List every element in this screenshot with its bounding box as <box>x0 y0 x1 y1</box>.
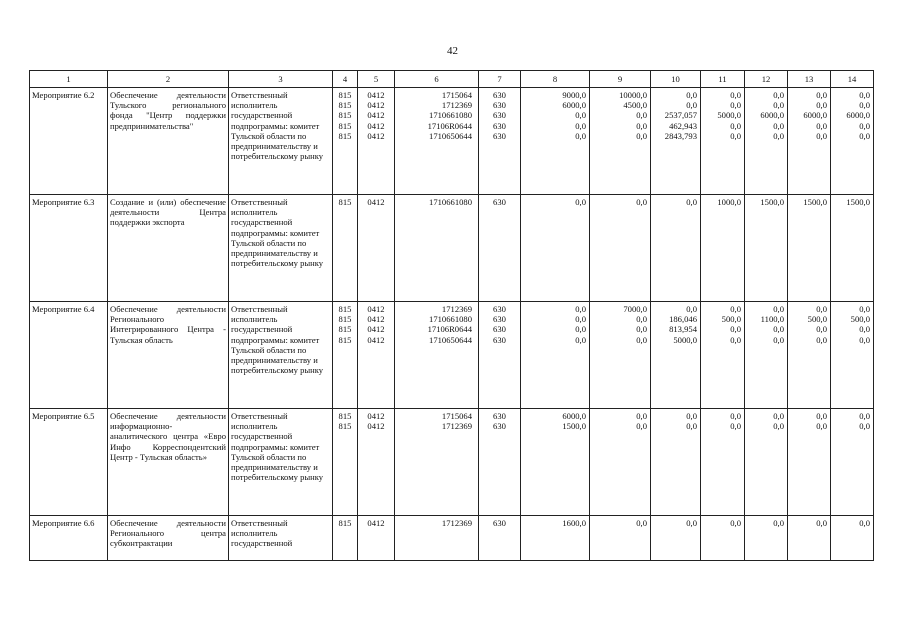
cell-value: 0,0 <box>773 130 784 141</box>
cell-value: 0,0 <box>773 100 784 111</box>
cell-value: 630 <box>493 130 506 141</box>
cell-value: 0,0 <box>859 130 870 141</box>
amount-cell <box>831 302 874 409</box>
cell-value: 0,0 <box>636 130 647 141</box>
cell-value: 5000,0 <box>717 110 741 121</box>
cell-value: 0,0 <box>636 314 647 325</box>
amount-cell <box>590 516 651 561</box>
cell-value: 186,046 <box>669 314 697 325</box>
name-cell: Обеспечение деятельности Регионального центра субконтрактации <box>108 516 229 561</box>
cell-value: 815 <box>338 120 352 131</box>
cell-value: 6000,0 <box>846 110 870 121</box>
cell-value: 0,0 <box>816 518 827 528</box>
amount-cell <box>590 409 651 516</box>
cell-value: 0,0 <box>859 411 870 421</box>
cell-value: 0,0 <box>636 110 647 121</box>
expense-type-cell <box>479 302 521 409</box>
cell-value: 0412 <box>367 90 385 100</box>
header-cell: 1 <box>30 71 108 88</box>
target-code-cell <box>395 88 479 195</box>
expense-type-cell <box>479 409 521 516</box>
cell-value: 0,0 <box>859 518 870 528</box>
cell-value: 1710661080 <box>429 110 472 121</box>
cell-value: 815 <box>338 100 352 111</box>
cell-value: 0,0 <box>575 334 586 345</box>
cell-value: 0412 <box>367 120 385 131</box>
cell-value: 815 <box>338 411 352 421</box>
cell-value: 0,0 <box>730 421 741 432</box>
cell-value: 0,0 <box>575 314 586 325</box>
cell-value: 6000,0 <box>562 100 586 111</box>
amount-cell <box>701 302 745 409</box>
cell-value: 0,0 <box>730 90 741 100</box>
executor-cell: Ответственный исполнитель государственной <box>229 516 333 561</box>
cell-value: 0412 <box>367 314 385 325</box>
name-cell: Обеспечение деятельности Тульского регионального фонда "Центр поддержки предпринимательства" <box>108 88 229 195</box>
amount-cell <box>521 88 590 195</box>
cell-value: 0,0 <box>575 324 586 335</box>
amount-cell <box>788 88 831 195</box>
budget-table <box>29 70 874 561</box>
amount-cell <box>521 195 590 302</box>
target-code-cell <box>395 195 479 302</box>
cell-value: 815 <box>338 314 352 325</box>
amount-cell <box>651 409 701 516</box>
cell-value: 0,0 <box>730 304 741 314</box>
cell-value: 0,0 <box>686 197 697 207</box>
cell-value: 0,0 <box>686 518 697 528</box>
cell-value: 0,0 <box>575 197 586 207</box>
expense-type-cell <box>479 195 521 302</box>
cell-value: 0,0 <box>730 120 741 131</box>
table-row <box>30 195 874 302</box>
cell-value: 0,0 <box>859 100 870 111</box>
cell-value: 0,0 <box>730 411 741 421</box>
cell-value: 6000,0 <box>760 110 784 121</box>
cell-value: 0,0 <box>859 90 870 100</box>
cell-value: 813,954 <box>669 324 697 335</box>
cell-value: 1712369 <box>441 518 472 528</box>
cell-value: 462,943 <box>669 120 697 131</box>
cell-value: 0412 <box>367 334 385 345</box>
gov-code-cell <box>333 409 358 516</box>
cell-value: 0,0 <box>686 411 697 421</box>
amount-cell <box>701 88 745 195</box>
cell-value: 0,0 <box>773 304 784 314</box>
cell-value: 815 <box>338 110 352 121</box>
cell-value: 0,0 <box>816 421 827 432</box>
cell-value: 0,0 <box>636 197 647 207</box>
amount-cell <box>590 302 651 409</box>
cell-value: 0412 <box>367 518 385 528</box>
amount-cell <box>651 302 701 409</box>
cell-value: 0,0 <box>636 411 647 421</box>
cell-value: 630 <box>493 421 506 432</box>
section-code-cell <box>358 302 395 409</box>
target-code-cell <box>395 302 479 409</box>
cell-value: 0,0 <box>575 120 586 131</box>
header-cell: 7 <box>479 71 521 88</box>
cell-value: 0,0 <box>773 120 784 131</box>
name-cell: Обеспечение деятельности информационно-аналитического центра «Евро Инфо Корреспондентский Центр - Тульская область» <box>108 409 229 516</box>
gov-code-cell <box>333 195 358 302</box>
cell-value: 0,0 <box>773 90 784 100</box>
executor-cell: Ответственный исполнитель государственной подпрограммы: комитет Тульской области по предпринимательству и потребительскому рынку <box>229 88 333 195</box>
cell-value: 1600,0 <box>562 518 586 528</box>
cell-value: 0412 <box>367 304 385 314</box>
cell-value: 500,0 <box>850 314 870 325</box>
page-number: 42 <box>447 45 458 57</box>
cell-value: 0,0 <box>816 304 827 314</box>
cell-value: 815 <box>338 130 352 141</box>
cell-value: 1715064 <box>441 411 472 421</box>
table-row <box>30 516 874 561</box>
cell-value: 0,0 <box>773 324 784 335</box>
amount-cell <box>831 409 874 516</box>
header-row <box>30 71 874 88</box>
cell-value: 6000,0 <box>803 110 827 121</box>
cell-value: 0,0 <box>575 130 586 141</box>
cell-value: 1500,0 <box>846 197 870 207</box>
cell-value: 0412 <box>367 324 385 335</box>
header-cell: 9 <box>590 71 651 88</box>
cell-value: 630 <box>493 324 506 335</box>
cell-value: 630 <box>493 100 506 111</box>
header-cell: 10 <box>651 71 701 88</box>
amount-cell <box>651 516 701 561</box>
amount-cell <box>788 195 831 302</box>
amount-cell <box>651 88 701 195</box>
name-cell: Обеспечение деятельности Регионального Интегрированного Центра - Тульская область <box>108 302 229 409</box>
cell-value: 815 <box>338 197 352 207</box>
cell-value: 0,0 <box>773 518 784 528</box>
cell-value: 630 <box>493 518 506 528</box>
cell-value: 0,0 <box>773 334 784 345</box>
cell-value: 0,0 <box>636 120 647 131</box>
amount-cell <box>521 302 590 409</box>
cell-value: 0,0 <box>730 334 741 345</box>
amount-cell <box>651 195 701 302</box>
cell-value: 630 <box>493 411 506 421</box>
cell-value: 500,0 <box>807 314 827 325</box>
table-row <box>30 302 874 409</box>
amount-cell <box>788 409 831 516</box>
cell-value: 815 <box>338 421 352 432</box>
gov-code-cell <box>333 302 358 409</box>
expense-type-cell <box>479 516 521 561</box>
amount-cell <box>701 409 745 516</box>
amount-cell <box>788 516 831 561</box>
section-code-cell <box>358 409 395 516</box>
cell-value: 815 <box>338 304 352 314</box>
cell-value: 4500,0 <box>623 100 647 111</box>
cell-value: 630 <box>493 90 506 100</box>
cell-value: 0,0 <box>816 411 827 421</box>
target-code-cell <box>395 516 479 561</box>
cell-value: 0,0 <box>636 324 647 335</box>
cell-value: 1712369 <box>441 100 472 111</box>
table-row <box>30 88 874 195</box>
header-cell: 11 <box>701 71 745 88</box>
amount-cell <box>745 88 788 195</box>
cell-value: 0,0 <box>730 518 741 528</box>
cell-value: 0,0 <box>859 324 870 335</box>
cell-value: 0,0 <box>686 304 697 314</box>
cell-value: 0,0 <box>859 120 870 131</box>
cell-value: 17106R0644 <box>427 324 472 335</box>
header-cell: 8 <box>521 71 590 88</box>
cell-value: 0412 <box>367 411 385 421</box>
cell-value: 0,0 <box>859 421 870 432</box>
target-code-cell <box>395 409 479 516</box>
cell-value: 10000,0 <box>619 90 647 100</box>
amount-cell <box>745 516 788 561</box>
header-cell: 3 <box>229 71 333 88</box>
cell-value: 2537,057 <box>664 110 697 121</box>
event-cell: Мероприятие 6.4 <box>30 302 108 409</box>
cell-value: 0,0 <box>816 100 827 111</box>
cell-value: 6000,0 <box>562 411 586 421</box>
cell-value: 0,0 <box>686 421 697 432</box>
amount-cell <box>745 409 788 516</box>
cell-value: 0412 <box>367 110 385 121</box>
cell-value: 815 <box>338 334 352 345</box>
cell-value: 1710661080 <box>429 197 472 207</box>
cell-value: 815 <box>338 324 352 335</box>
cell-value: 1100,0 <box>760 314 784 325</box>
cell-value: 0,0 <box>859 304 870 314</box>
cell-value: 1712369 <box>441 304 472 314</box>
cell-value: 1500,0 <box>803 197 827 207</box>
cell-value: 1710661080 <box>429 314 472 325</box>
executor-cell: Ответственный исполнитель государственной подпрограммы: комитет Тульской области по предпринимательству и потребительскому рынку <box>229 195 333 302</box>
amount-cell <box>831 516 874 561</box>
expense-type-cell <box>479 88 521 195</box>
cell-value: 0,0 <box>730 100 741 111</box>
cell-value: 1712369 <box>441 421 472 432</box>
cell-value: 0,0 <box>816 334 827 345</box>
amount-cell <box>590 88 651 195</box>
cell-value: 630 <box>493 197 506 207</box>
header-cell: 2 <box>108 71 229 88</box>
cell-value: 815 <box>338 518 352 528</box>
amount-cell <box>831 88 874 195</box>
cell-value: 1500,0 <box>562 421 586 432</box>
cell-value: 0,0 <box>636 518 647 528</box>
cell-value: 7000,0 <box>623 304 647 314</box>
cell-value: 0,0 <box>773 411 784 421</box>
cell-value: 2843,793 <box>664 130 697 141</box>
section-code-cell <box>358 516 395 561</box>
event-cell: Мероприятие 6.3 <box>30 195 108 302</box>
cell-value: 0,0 <box>816 130 827 141</box>
event-cell: Мероприятие 6.2 <box>30 88 108 195</box>
cell-value: 0,0 <box>730 324 741 335</box>
cell-value: 0,0 <box>730 130 741 141</box>
event-cell: Мероприятие 6.5 <box>30 409 108 516</box>
cell-value: 17106R0644 <box>427 120 472 131</box>
header-cell: 4 <box>333 71 358 88</box>
header-cell: 6 <box>395 71 479 88</box>
section-code-cell <box>358 88 395 195</box>
cell-value: 0,0 <box>636 334 647 345</box>
cell-value: 0412 <box>367 421 385 432</box>
cell-value: 1500,0 <box>760 197 784 207</box>
cell-value: 0,0 <box>686 90 697 100</box>
amount-cell <box>701 516 745 561</box>
cell-value: 0,0 <box>816 120 827 131</box>
executor-cell: Ответственный исполнитель государственной подпрограммы: комитет Тульской области по предпринимательству и потребительскому рынку <box>229 302 333 409</box>
cell-value: 630 <box>493 304 506 314</box>
cell-value: 630 <box>493 314 506 325</box>
amount-cell <box>788 302 831 409</box>
header-cell: 12 <box>745 71 788 88</box>
header-cell: 13 <box>788 71 831 88</box>
cell-value: 0,0 <box>816 324 827 335</box>
amount-cell <box>745 195 788 302</box>
cell-value: 500,0 <box>721 314 741 325</box>
cell-value: 9000,0 <box>562 90 586 100</box>
cell-value: 0,0 <box>859 334 870 345</box>
cell-value: 1000,0 <box>717 197 741 207</box>
amount-cell <box>590 195 651 302</box>
gov-code-cell <box>333 516 358 561</box>
amount-cell <box>701 195 745 302</box>
cell-value: 5000,0 <box>673 334 697 345</box>
event-cell: Мероприятие 6.6 <box>30 516 108 561</box>
gov-code-cell <box>333 88 358 195</box>
section-code-cell <box>358 195 395 302</box>
cell-value: 0,0 <box>575 304 586 314</box>
cell-value: 1710650644 <box>429 334 472 345</box>
executor-cell: Ответственный исполнитель государственной подпрограммы: комитет Тульской области по предпринимательству и потребительскому рынку <box>229 409 333 516</box>
cell-value: 1710650644 <box>429 130 472 141</box>
cell-value: 630 <box>493 110 506 121</box>
table-row <box>30 409 874 516</box>
amount-cell <box>745 302 788 409</box>
cell-value: 0412 <box>367 100 385 111</box>
cell-value: 0412 <box>367 197 385 207</box>
amount-cell <box>521 409 590 516</box>
cell-value: 815 <box>338 90 352 100</box>
cell-value: 1715064 <box>441 90 472 100</box>
amount-cell <box>831 195 874 302</box>
name-cell: Создание и (или) обеспечение деятельности Центра поддержки экспорта <box>108 195 229 302</box>
cell-value: 630 <box>493 334 506 345</box>
cell-value: 0412 <box>367 130 385 141</box>
cell-value: 0,0 <box>686 100 697 111</box>
header-cell: 14 <box>831 71 874 88</box>
cell-value: 0,0 <box>816 90 827 100</box>
cell-value: 0,0 <box>773 421 784 432</box>
cell-value: 0,0 <box>636 421 647 432</box>
cell-value: 630 <box>493 120 506 131</box>
amount-cell <box>521 516 590 561</box>
cell-value: 0,0 <box>575 110 586 121</box>
header-cell: 5 <box>358 71 395 88</box>
